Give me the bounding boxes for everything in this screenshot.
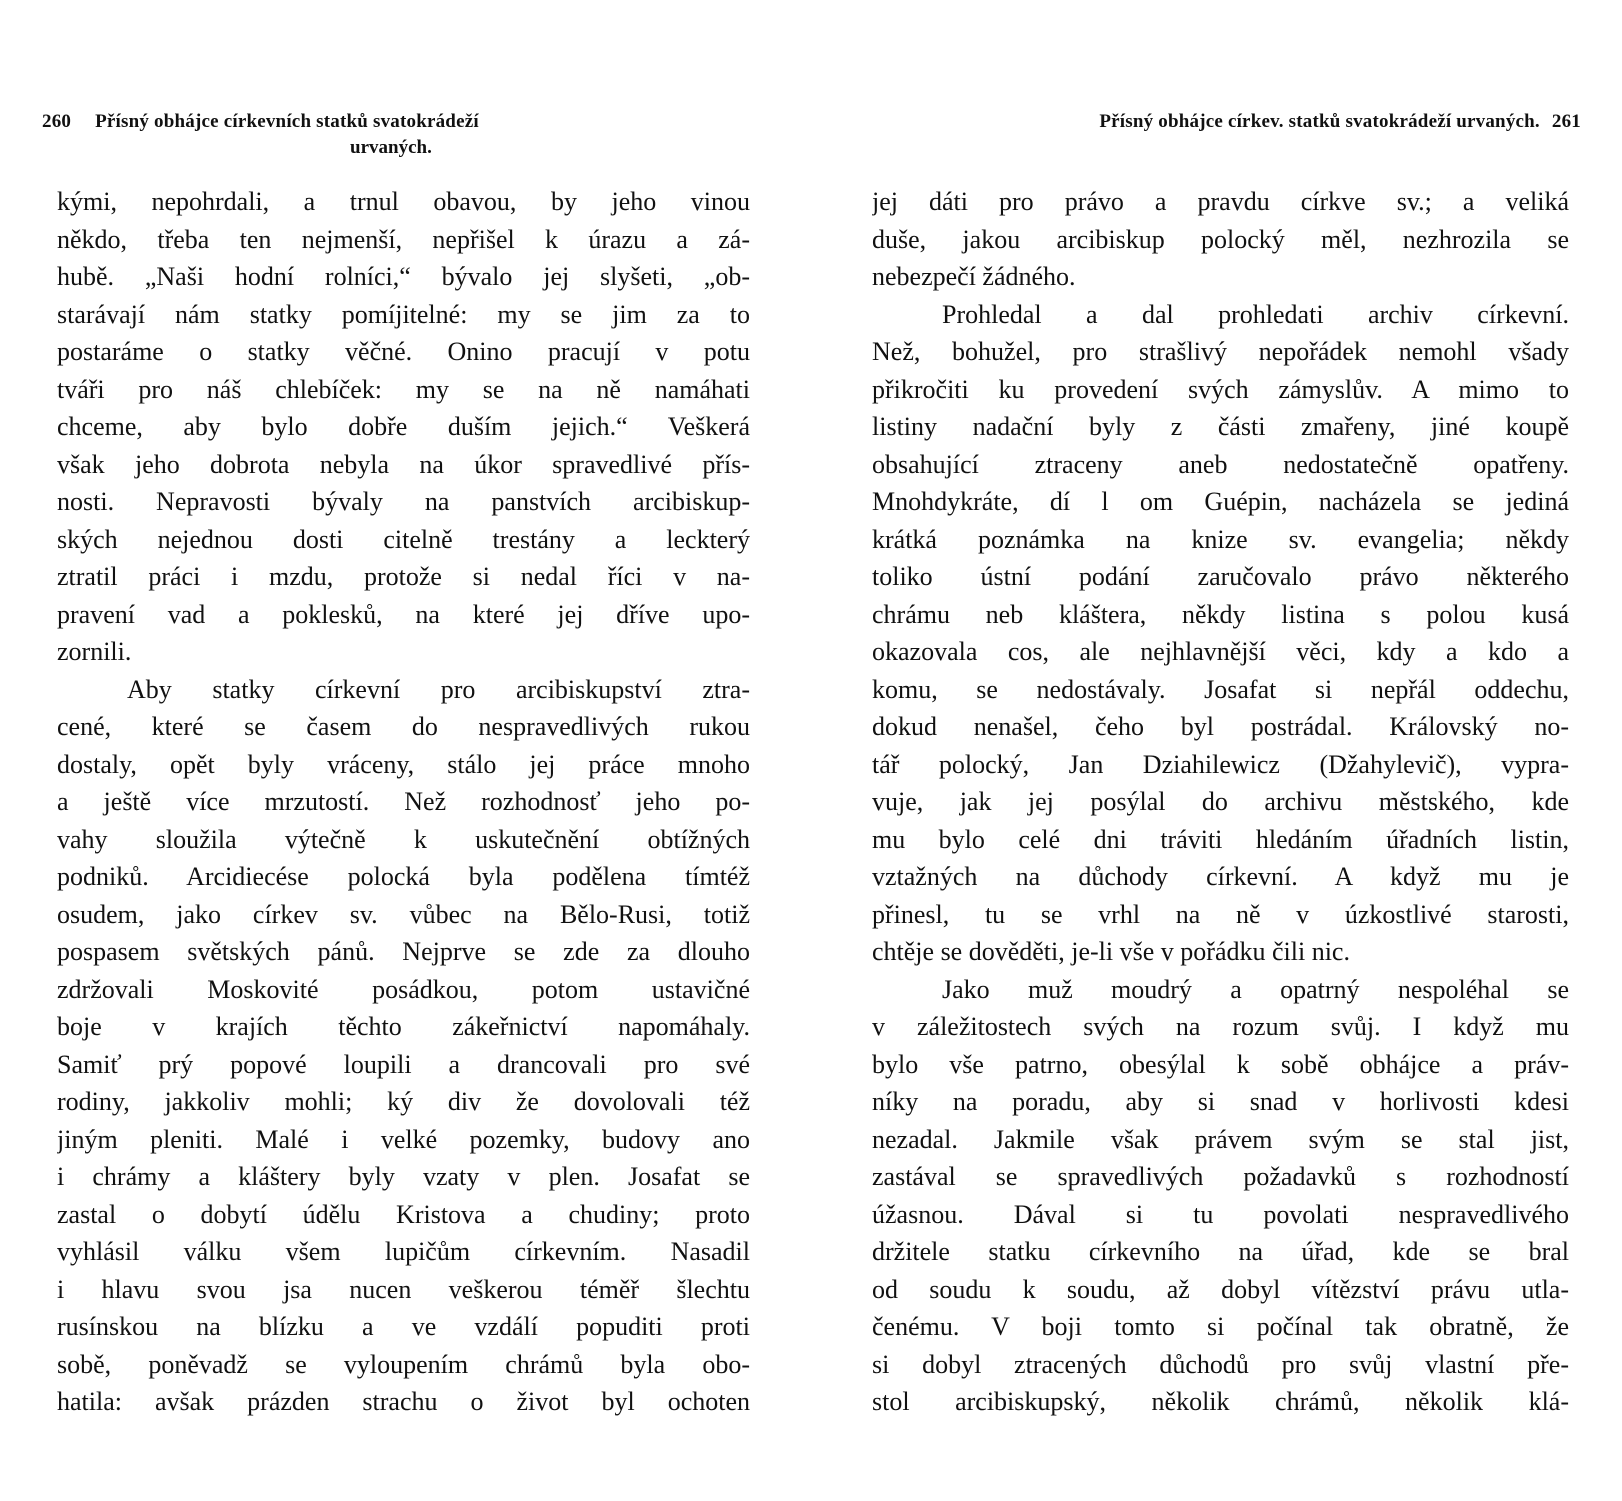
left-header-title-continuation: urvaných. (350, 137, 432, 158)
text-line: však jeho dobrota nebyla na úkor spravedlivé přís- (57, 449, 750, 479)
text-line: obsahující ztraceny aneb nedostatečně opatřeny. (872, 449, 1569, 479)
text-line: tváři pro náš chlebíček: my se na ně namáhati (57, 374, 750, 404)
text-line: hatila: avšak prázden strachu o život byl ochoten (57, 1387, 750, 1416)
text-line: držitele statku církevního na úřad, kde se bral (872, 1237, 1569, 1266)
text-line: chrámu neb kláštera, někdy listina s polou kusá (872, 599, 1569, 629)
left-page-number: 260 (42, 111, 72, 132)
text-line: osudem, jako církev sv. vůbec na Bělo-Rusi, totiž (57, 899, 750, 929)
text-line: pravení vad a poklesků, na které jej dříve upo- (57, 599, 750, 629)
text-line: chceme, aby bylo dobře duším jejich.“ Veškerá (57, 412, 750, 441)
text-line: chtěje se dověděti, je-li vše v pořádku čili nic. (872, 937, 1350, 966)
text-line: úžasnou. Dával si tu povolati nespravedlivého (872, 1199, 1569, 1229)
text-line: a ještě více mrzutostí. Než rozhodnosť jeho po- (57, 787, 750, 816)
text-line: rodiny, jakkoliv mohli; ký div že dovolovali též (57, 1087, 750, 1116)
text-line: okazovala cos, ale nejhlavnější věci, kdy a kdo a (872, 637, 1569, 666)
text-line: podniků. Arcidiecése polocká byla podělena tímtéž (57, 862, 750, 891)
text-line: někdo, třeba ten nejmenší, nepřišel k úrazu a zá- (57, 224, 750, 254)
text-line: nezadal. Jakmile však právem svým se stal jist, (872, 1124, 1569, 1154)
text-line: Samiť prý popové loupili a drancovali pro své (57, 1049, 750, 1079)
text-line: rusínskou na blízku a ve vzdálí popuditi proti (57, 1312, 750, 1341)
text-line: níky na poradu, aby si snad v horlivosti kdesi (872, 1087, 1569, 1116)
text-line: v záležitostech svých na rozum svůj. I když mu (872, 1012, 1569, 1041)
text-line: vuje, jak jej posýlal do archivu městského, kde (872, 787, 1569, 816)
right-running-header (884, 108, 1581, 135)
text-line: ských nejednou dosti citelně trestány a leckterý (57, 524, 750, 554)
text-line: nebezpečí žádného. (872, 262, 1076, 291)
right-page-text (872, 183, 1569, 1421)
text-line: zdržovali Moskovité posádkou, potom ustavičné (57, 974, 750, 1004)
text-line: vahy sloužila výtečně k uskutečnění obtížných (57, 824, 750, 854)
text-line: kými, nepohrdali, a trnul obavou, by jeho vinou (57, 187, 750, 216)
right-page (811, 0, 1622, 1501)
text-line: duše, jakou arcibiskup polocký měl, nezhrozila se (872, 224, 1569, 254)
text-line: cené, které se časem do nespravedlivých rukou (57, 712, 750, 741)
text-line: mu bylo celé dni tráviti hledáním úřadních listin, (872, 824, 1569, 854)
right-page-number: 261 (1551, 111, 1581, 132)
text-line: dokud nenašel, čeho byl postrádal. Královský no- (872, 712, 1569, 741)
text-line: zastal o dobytí údělu Kristova a chudiny; proto (57, 1199, 750, 1229)
text-line: tář polocký, Jan Dziahilewicz (Džahylevič), vypra- (872, 749, 1569, 779)
text-line: Aby statky církevní pro arcibiskupství ztra- (127, 674, 750, 704)
text-line: Než, bohužel, pro strašlivý nepořádek nemohl všady (872, 337, 1569, 366)
text-line: stol arcibiskupský, několik chrámů, několik klá- (872, 1387, 1569, 1416)
text-line: boje v krajích těchto zákeřnictví napomáhaly. (57, 1012, 750, 1041)
text-line: bylo vše patrno, obesýlal k sobě obhájce a práv- (872, 1049, 1569, 1079)
text-line: sobě, poněvadž se vyloupením chrámů byla obo- (57, 1349, 750, 1379)
text-line: vyhlásil válku všem lupičům církevním. Nasadil (57, 1237, 750, 1266)
text-line: komu, se nedostávaly. Josafat si nepřál oddechu, (872, 674, 1569, 704)
left-page-text (57, 183, 750, 1421)
text-line: i chrámy a kláštery byly vzaty v plen. Josafat se (57, 1162, 750, 1191)
text-line: přinesl, tu se vrhl na ně v úzkostlivé starosti, (872, 899, 1569, 929)
text-line: listiny nadační byly z části zmařeny, jiné koupě (872, 412, 1569, 441)
text-line: Jako muž moudrý a opatrný nespoléhal se (942, 974, 1569, 1004)
text-line: hubě. „Naši hodní rolníci,“ bývalo jej slyšeti, „ob- (57, 262, 750, 291)
text-line: zornili. (57, 637, 132, 666)
text-line: ztratil práci i mzdu, protože si nedal říci v na- (57, 562, 750, 591)
text-line: přikročiti ku provedení svých zámyslův. A mimo to (872, 374, 1569, 404)
right-header-title: Přísný obhájce církev. statků svatokrádeží urvaných. (1099, 111, 1540, 132)
text-line: si dobyl ztracených důchodů pro svůj vlastní pře- (872, 1349, 1569, 1379)
text-line: starávají nám statky pomíjitelné: my se jim za to (57, 299, 750, 329)
text-line: toliko ústní podání zaručovalo právo některého (872, 562, 1569, 591)
text-line: i hlavu svou jsa nucen veškerou téměř šlechtu (57, 1274, 750, 1304)
text-line: dostaly, opět byly vráceny, stálo jej práce mnoho (57, 749, 750, 779)
text-line: krátká poznámka na knize sv. evangelia; někdy (872, 524, 1569, 554)
text-line: pospasem světských pánů. Nejprve se zde za dlouho (57, 937, 750, 966)
text-line: Mnohdykráte, dí l om Guépin, nacházela se jediná (872, 487, 1569, 516)
text-line: jiným pleniti. Malé i velké pozemky, budovy ano (57, 1124, 750, 1154)
text-line: Prohledal a dal prohledati archiv církevní. (942, 299, 1569, 329)
text-line: nosti. Nepravosti bývaly na panstvích arcibiskup- (57, 487, 750, 516)
left-running-header (42, 108, 762, 135)
left-header-title: Přísný obhájce církevních statků svatokrádeží (95, 111, 479, 132)
text-line: čenému. V boji tomto si počínal tak obratně, že (872, 1312, 1569, 1341)
text-line: od soudu k soudu, až dobyl vítězství právu utla- (872, 1274, 1569, 1304)
text-line: jej dáti pro právo a pravdu církve sv.; a veliká (872, 187, 1569, 216)
text-line: postaráme o statky věčné. Onino pracují v potu (57, 337, 750, 366)
text-line: vztažných na důchody církevní. A když mu je (872, 862, 1569, 891)
text-line: zastával se spravedlivých požadavků s rozhodností (872, 1162, 1569, 1191)
